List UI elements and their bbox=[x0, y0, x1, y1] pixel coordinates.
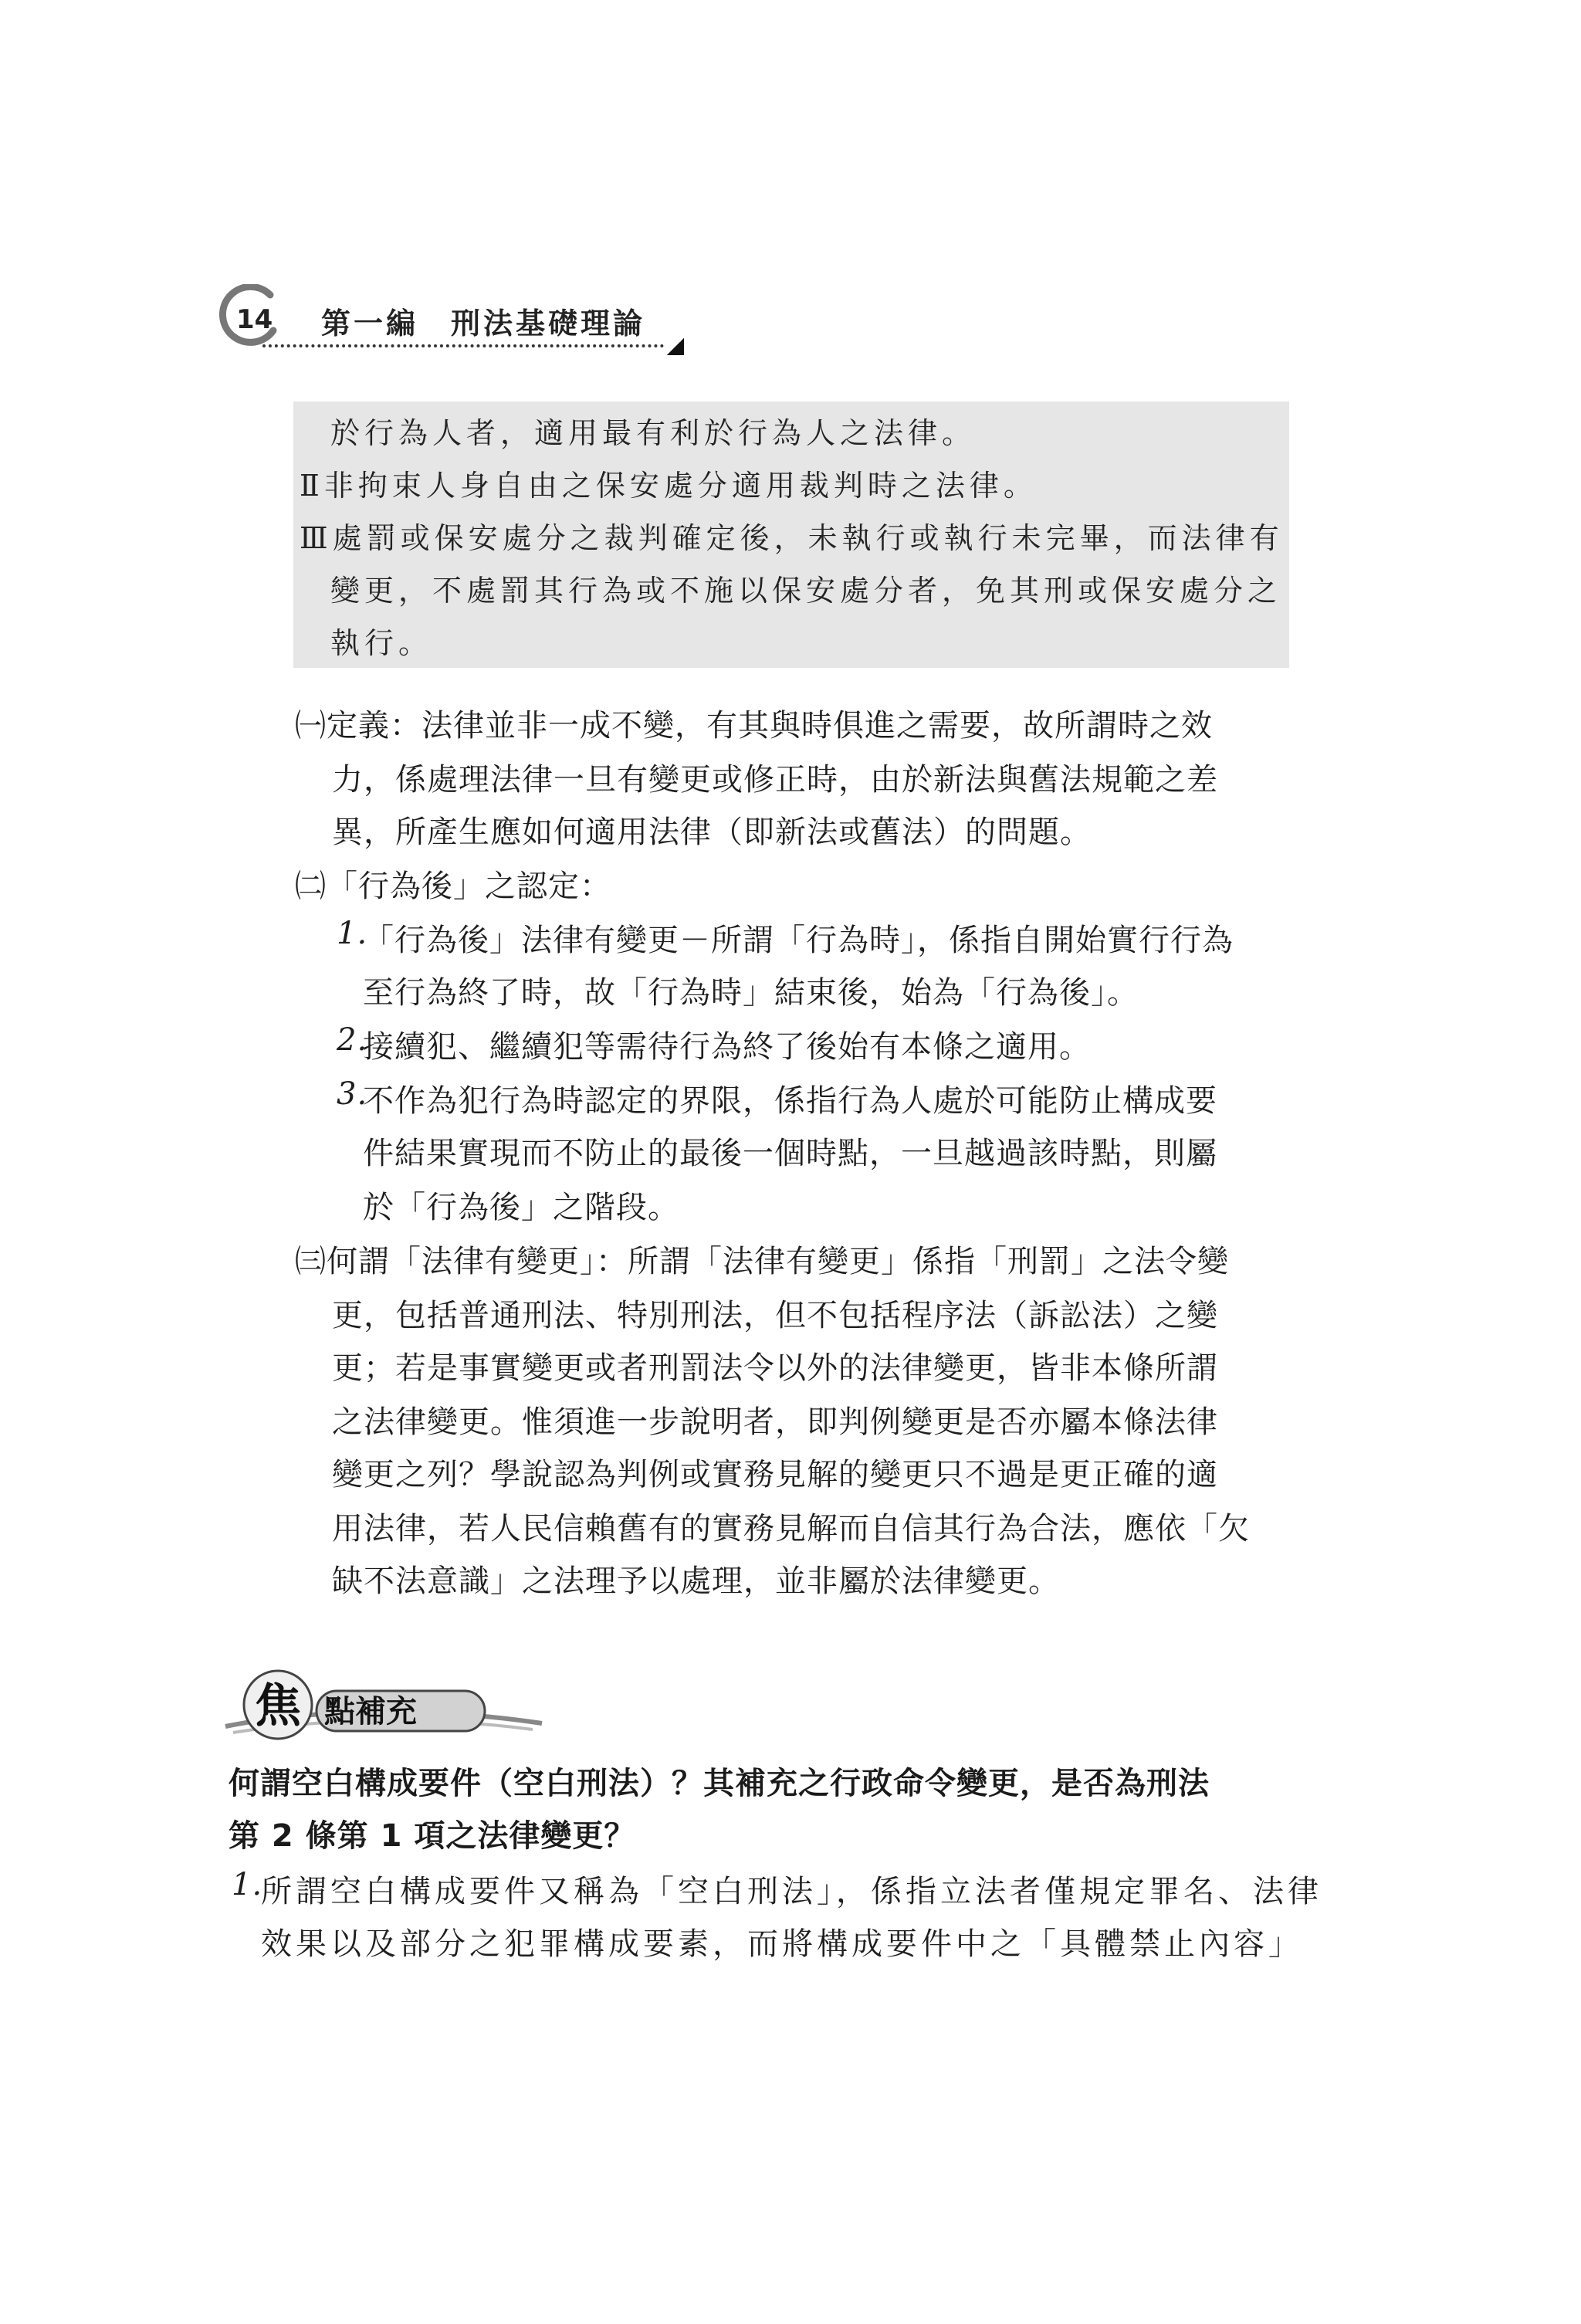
section1-line: 異，所產生應如何適用法律（即新法或舊法）的問題。 bbox=[332, 815, 1092, 850]
section3-line: 更，包括普通刑法、特別刑法，但不包括程序法（訴訟法）之變 bbox=[332, 1298, 1218, 1333]
section1-line: ㈠定義：法律並非一成不變，有其與時俱進之需要，故所謂時之效 bbox=[295, 708, 1213, 744]
focus-supplement-logo bbox=[224, 1660, 548, 1745]
statute-line: Ⅱ非拘束人身自由之保安處分適用裁判時之法律。 bbox=[300, 469, 1038, 503]
section3-line: ㈢何謂「法律有變更」：所謂「法律有變更」係指「刑罰」之法令變 bbox=[295, 1244, 1229, 1279]
page-number: 14 bbox=[236, 304, 273, 335]
item-line: 不作為犯行為時認定的界限，係指行為人處於可能防止構成要 bbox=[363, 1083, 1217, 1119]
focus-question-line: 何謂空白構成要件（空白刑法）？其補充之行政命令變更，是否為刑法 bbox=[229, 1766, 1210, 1801]
item-line: 件結果實現而不防止的最後一個時點，一旦越過該時點，則屬 bbox=[363, 1136, 1217, 1171]
item-line: 「行為後」法律有變更－所謂「行為時」，係指自開始實行行為 bbox=[363, 923, 1234, 958]
statute-line: 變更，不處罰其行為或不施以保安處分者，免其刑或保安處分之 bbox=[330, 574, 1282, 608]
section1-line: 力，係處理法律一旦有變更或修正時，由於新法與舊法規範之差 bbox=[332, 762, 1218, 798]
running-title: 第一編 刑法基礎理論 bbox=[321, 306, 646, 340]
section3-line: 更；若是事實變更或者刑罰法令以外的法律變更，皆非本條所謂 bbox=[332, 1350, 1218, 1386]
statute-line: 於行為人者，適用最有利於行為人之法律。 bbox=[330, 416, 977, 450]
item-number: 3. bbox=[337, 1076, 368, 1112]
item-number: 2. bbox=[337, 1022, 368, 1058]
answer-line: 所謂空白構成要件又稱為「空白刑法」，係指立法者僅規定罪名、法律 bbox=[261, 1874, 1322, 1909]
focus-question-line: 第 2 條第 1 項之法律變更？ bbox=[229, 1818, 636, 1854]
focus-logo-text: 點補充 bbox=[324, 1693, 417, 1729]
item-line: 於「行為後」之階段。 bbox=[363, 1190, 679, 1225]
section3-line: 缺不法意識」之法理予以處理，並非屬於法律變更。 bbox=[332, 1563, 1060, 1599]
section2-heading: ㈡「行為後」之認定： bbox=[295, 869, 611, 904]
section3-line: 用法律，若人民信賴舊有的實務見解而自信其行為合法，應依「欠 bbox=[332, 1511, 1250, 1547]
answer-number: 1. bbox=[232, 1867, 263, 1902]
focus-logo-big-char: 焦 bbox=[255, 1679, 301, 1733]
statute-line: Ⅲ處罰或保安處分之裁判確定後，未執行或執行未完畢，而法律有 bbox=[300, 521, 1284, 555]
item-line: 至行為終了時，故「行為時」結束後，始為「行為後」。 bbox=[363, 975, 1139, 1011]
section3-line: 變更之列？學說認為判例或實務見解的變更只不過是更正確的適 bbox=[332, 1457, 1218, 1492]
section3-line: 之法律變更。惟須進一步說明者，即判例變更是否亦屬本條法律 bbox=[332, 1404, 1218, 1440]
item-number: 1. bbox=[337, 916, 368, 951]
statute-box bbox=[293, 401, 1289, 668]
header-dotted-rule bbox=[262, 344, 664, 347]
statute-line: 執行。 bbox=[330, 626, 433, 660]
item-line: 接續犯、繼續犯等需待行為終了後始有本條之適用。 bbox=[363, 1029, 1091, 1065]
answer-line: 效果以及部分之犯罪構成要素，而將構成要件中之「具體禁止內容」 bbox=[261, 1926, 1303, 1962]
page-header bbox=[216, 284, 710, 361]
corner-mark bbox=[667, 338, 684, 355]
